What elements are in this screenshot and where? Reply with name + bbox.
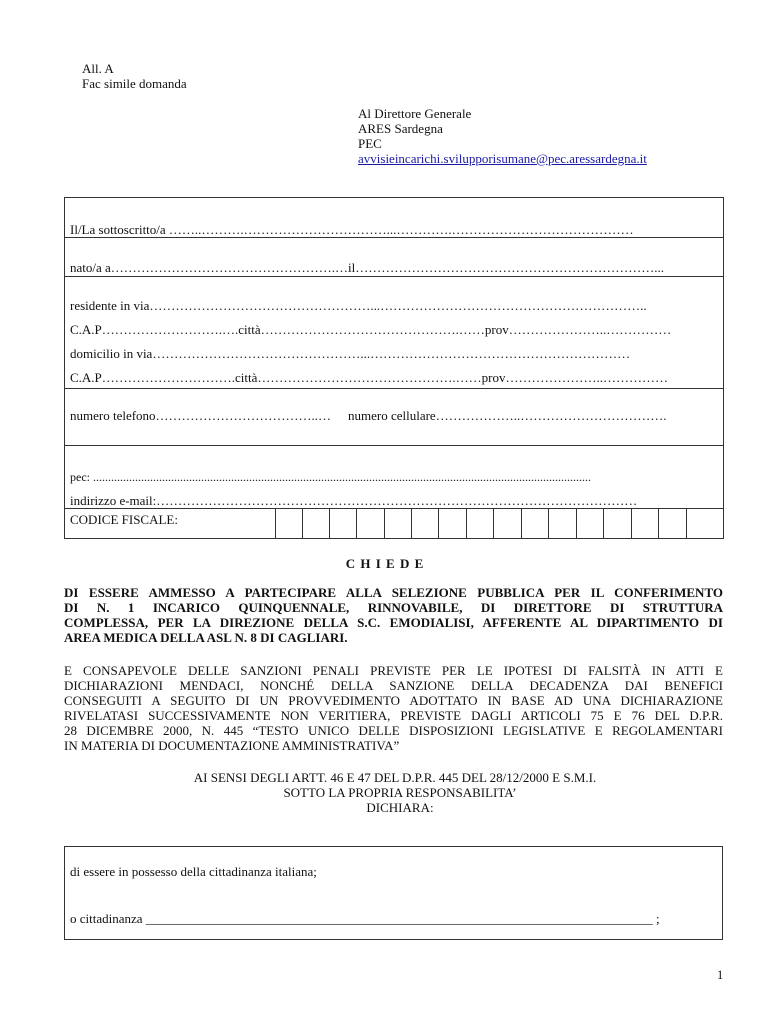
fiscal-code-cell[interactable]	[576, 508, 577, 538]
fiscal-code-cell[interactable]	[493, 508, 494, 538]
birth-field[interactable]: nato/a a…………………………………………….…il……………………………………………………………...	[70, 260, 665, 275]
declares-heading: DICHIARA:	[366, 800, 434, 815]
fiscal-code-cell[interactable]	[686, 508, 687, 538]
fiscal-code-cell[interactable]	[548, 508, 549, 538]
request-line: COMPLESSA, PER LA DIREZIONE DELLA S.C. EMODIALISI, AFFERENTE AL DIPARTIMENTO DI	[64, 615, 723, 630]
fiscal-code-label: CODICE FISCALE:	[70, 512, 178, 527]
divider	[64, 445, 723, 446]
awareness-line: DICHIARAZIONI MENDACI, NONCHÉ DELLA SANZIONE DELLA DECADENZA DAI BENEFICI	[64, 678, 723, 693]
mobile-field[interactable]: numero cellulare………………..…………………………….	[348, 408, 667, 423]
awareness-paragraph	[64, 663, 723, 753]
undersigned-field[interactable]: Il/La sottoscritto/a ……..……….……………………………...………….……………………………………	[70, 222, 634, 237]
divider	[64, 388, 723, 389]
fiscal-code-cell[interactable]	[603, 508, 604, 538]
request-line: AREA MEDICA DELLA ASL N. 8 DI CAGLIARI.	[64, 630, 348, 645]
domicile-cap-field[interactable]: C.A.P………………………….città……………………………………….……prov…………………..……………	[70, 370, 668, 385]
awareness-line: RIVELATASI SUCCESSIVAMENTE NON VERITIERA, PREVISTE DAGLI ARTICOLI 75 E 76 DEL D.P.R.	[64, 708, 723, 723]
residence-cap-field[interactable]: C.A.P……………………….….città……………………………………….……prov…………………..……………	[70, 322, 672, 337]
fiscal-code-cell[interactable]	[384, 508, 385, 538]
fiscal-code-grid[interactable]	[0, 508, 770, 538]
fiscal-code-cell[interactable]	[658, 508, 659, 538]
awareness-line: 28 DICEMBRE 2000, N. 445 “TESTO UNICO DELLE DISPOSIZIONI LEGISLATIVE E REGOLAMENTARI	[64, 723, 723, 738]
fiscal-code-cell[interactable]	[411, 508, 412, 538]
request-line: DI ESSERE AMMESSO A PARTECIPARE ALLA SELEZIONE PUBBLICA PER IL CONFERIMENTO	[64, 585, 723, 600]
attachment-label: All. A	[82, 61, 114, 76]
request-paragraph	[64, 585, 723, 645]
email-field[interactable]: indirizzo e-mail:…………………………………………………………………………………………………	[70, 493, 638, 508]
responsibility-statement: SOTTO LA PROPRIA RESPONSABILITA’	[283, 785, 517, 800]
recipient-email-link[interactable]: avvisieincarichi.svilupporisumane@pec.aressardegna.it	[358, 151, 647, 166]
other-citizenship-field[interactable]: o cittadinanza ______________________________________________________________________________ ;	[70, 911, 660, 926]
legal-reference: AI SENSI DEGLI ARTT. 46 E 47 DEL D.P.R. 445 DEL 28/12/2000 E S.M.I.	[193, 770, 597, 785]
fiscal-code-cell[interactable]	[521, 508, 522, 538]
awareness-line: IN MATERIA DI DOCUMENTAZIONE AMMINISTRATIVA”	[64, 738, 400, 753]
request-line: DI N. 1 INCARICO QUINQUENNALE, RINNOVABILE, DI DIRETTORE DI STRUTTURA	[64, 600, 723, 615]
awareness-line: E CONSAPEVOLE DELLE SANZIONI PENALI PREVISTE PER LE IPOTESI DI FALSITÀ IN ATTI E	[64, 663, 723, 678]
fiscal-code-cell[interactable]	[275, 508, 276, 538]
pec-field[interactable]: pec: ......................................................................................................................................................................	[70, 470, 591, 484]
recipient-pec-label: PEC	[358, 136, 382, 151]
divider	[64, 237, 723, 238]
domicile-field[interactable]: domicilio in via…………………………………………...……………………………………………………	[70, 346, 631, 361]
awareness-line: CONSEGUITI A SEGUITO DI UN PROVVEDIMENTO ADOTTATO IN BASE AD UNA DICHIARAZIONE	[64, 693, 723, 708]
fiscal-code-cell[interactable]	[631, 508, 632, 538]
fiscal-code-cell[interactable]	[329, 508, 330, 538]
document-subtitle: Fac simile domanda	[82, 76, 187, 91]
residence-field[interactable]: residente in via……………………………………………...……………………………………………………..	[70, 298, 647, 313]
phone-field[interactable]: numero telefono………………………………..…	[70, 408, 332, 423]
page-number: 1	[717, 968, 724, 982]
divider	[64, 276, 723, 277]
fiscal-code-cell[interactable]	[466, 508, 467, 538]
applicant-data-box	[64, 197, 724, 539]
fiscal-code-cell[interactable]	[302, 508, 303, 538]
fiscal-code-cell[interactable]	[356, 508, 357, 538]
recipient-organization: ARES Sardegna	[358, 121, 443, 136]
citizenship-statement[interactable]: di essere in possesso della cittadinanza italiana;	[70, 864, 317, 879]
recipient-title: Al Direttore Generale	[358, 106, 472, 121]
request-heading: C H I E D E	[345, 556, 425, 571]
fiscal-code-cell[interactable]	[438, 508, 439, 538]
